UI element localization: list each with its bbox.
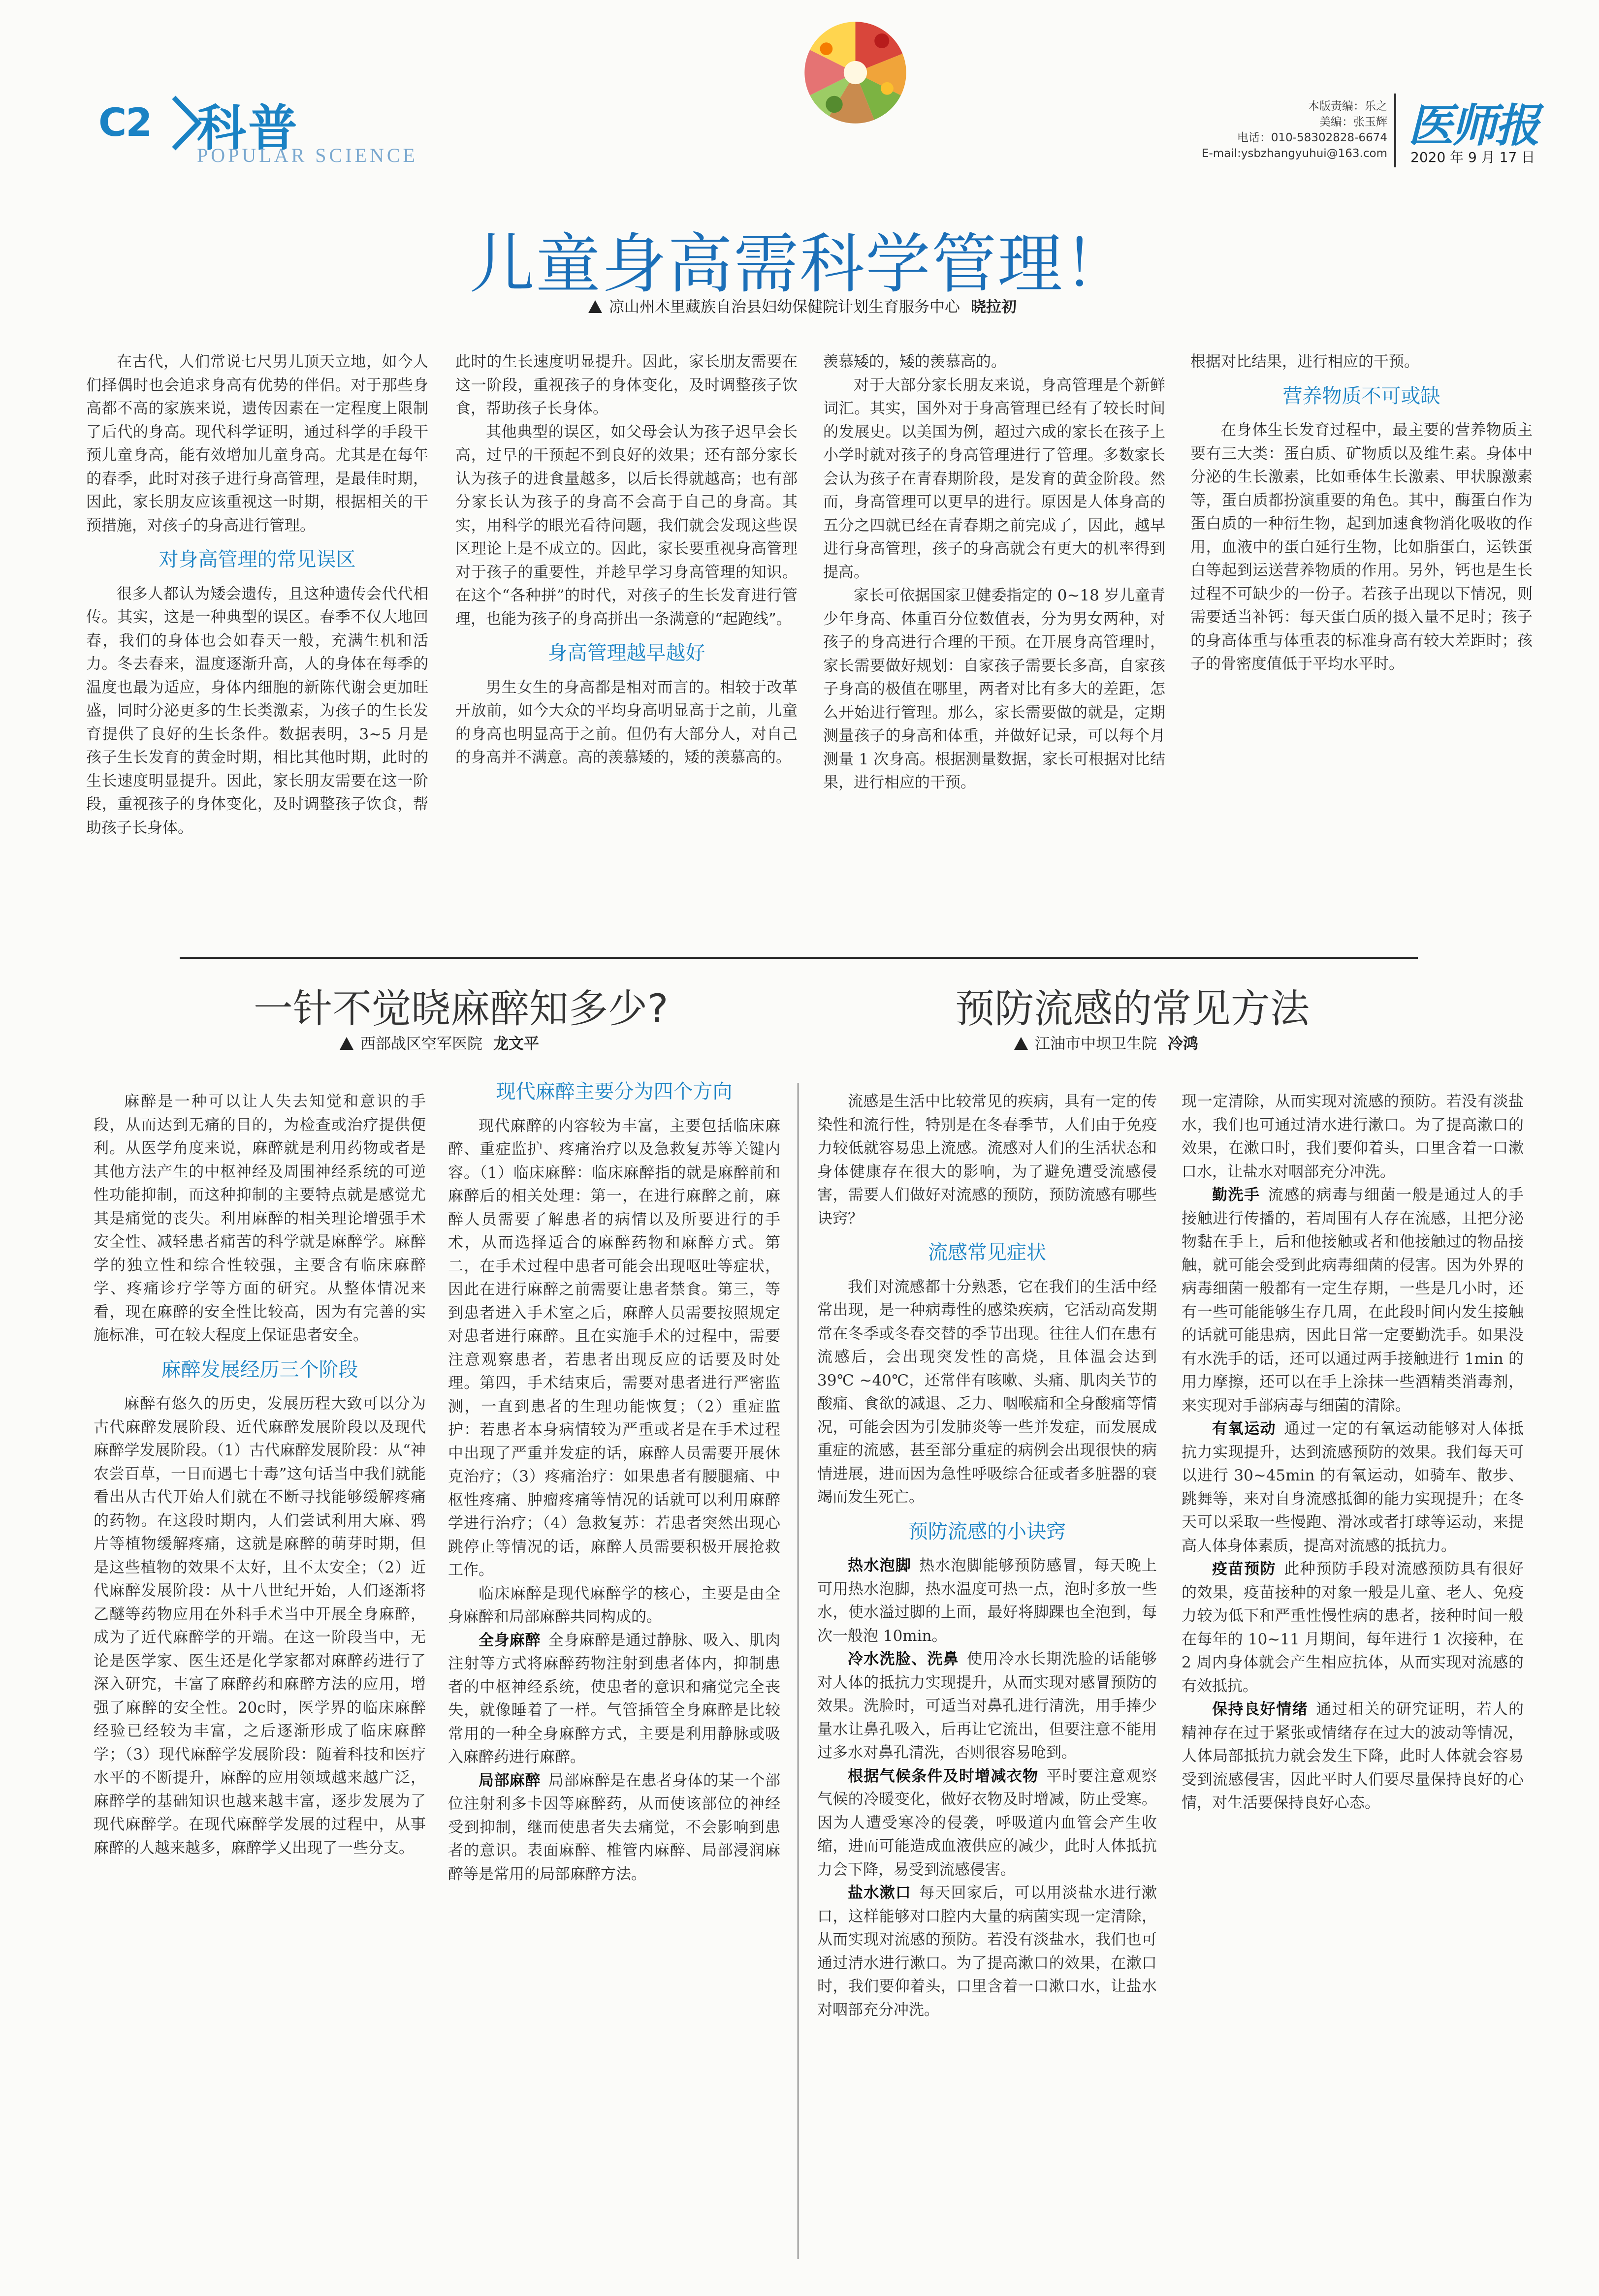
article2-column-2 — [448, 1080, 780, 2257]
page-number: C2 — [98, 101, 152, 145]
section-divider — [180, 957, 1418, 959]
lead-term: 热水泡脚 — [848, 1557, 912, 1574]
article1-column-2 — [455, 350, 798, 939]
byline-org: 江油市中坝卫生院 — [1035, 1035, 1157, 1053]
paragraph: 很多人都认为矮会遗传，且这种遗传会代代相传。其实，这是一种典型的误区。春季不仅大地回春，我们的身体也会如春天一般，充满生机和活力。冬去春来，温度逐渐升高，人的身体在每季的温度也最为适应，身体内细胞的新陈代谢会更加旺盛，同时分泌更多的生长类激素，为孩子的生长发育提供了良好的生长条件。数据表明，3~5 月是孩子生长发育的黄金时期，相比其他时期，此时的生长速度明显提升。因此，家长朋友需要在这一阶段，重视孩子的身体变化，及时调整孩子饮食，帮助孩子长身体。 — [86, 585, 428, 837]
paragraph: 羡慕矮的，矮的羡慕高的。 — [823, 353, 1006, 371]
paragraph: 在古代，人们常说七尺男儿顶天立地，如今人们择偶时也会追求身高有优势的伴侣。对于那些身高都不高的家族来说，遗传因素在一定程度上限制了后代的身高。现代科学证明，通过科学的手段干预儿童身高，能有效增加儿童身高。尤其是在每年的春季，此时对孩子进行身高管理，是最佳时期，因此，家长朋友应该重视这一时期，根据相关的干预措施，对孩子的身高进行管理。 — [86, 353, 428, 535]
subheading: 营养物质不可或缺 — [1282, 384, 1440, 408]
designer-name: 美编：张玉辉 — [1319, 116, 1387, 128]
paragraph: 我们对流感都十分熟悉，它在我们的生活中经常出现，是一种病毒性的感染疾病，它活动高发期常在冬季或冬春交替的季节出现。往往人们在患有流感后，会出现突发性的高烧，且体温会达到 39℃ ~40℃，还常伴有咳嗽、头痛、肌肉关节的酸痛、食欲的减退、乏力、咽喉痛和全身酸痛等情况，可能会因为引发肺炎等一些并发症，而发展成重症的流感，甚至部分重症的病例会出现很快的病情进展，进而因为急性呼吸综合征或者多脏器的衰竭而发生死亡。 — [817, 1278, 1157, 1506]
paragraph: 现一定清除，从而实现对流感的预防。若没有淡盐水，我们也可通过清水进行漱口。为了提高漱口的效果，在漱口时，我们要仰着头，口里含着一口漱口水，让盐水对咽部充分冲洗。 — [1182, 1093, 1524, 1181]
paragraph: 疫苗预防 此种预防手段对流感预防具有很好的效果，疫苗接种的对象一般是儿童、老人、免疫力较为低下和严重性慢性病的患者，接种时间一般在每年的 10~11 月期间，每年进行 1 次接种，在 2 周内身体就会产生相应抗体，从而实现对流感的有效抵抗。 — [1182, 1560, 1524, 1695]
triangle-byline-icon — [588, 300, 602, 313]
paragraph: 麻醉有悠久的历史，发展历程大致可以分为古代麻醉发展阶段、近代麻醉发展阶段以及现代麻醉学发展阶段。（1）古代麻醉发展阶段：从“神农尝百草，一日而遇七十毒”这句话当中我们就能看出从古代开始人们就在不断寻找能够缓解疼痛的药物。在这段时期内，人们尝试利用大麻、鸦片等植物缓解疼痛，这就是麻醉的萌芽时期，但是这些植物的效果不太好，且不太安全；（2）近代麻醉发展阶段：从十八世纪开始，人们逐渐将乙醚等药物应用在外科手术当中开展全身麻醉，成为了近代麻醉学的开端。在这一阶段当中，无论是医学家、医生还是化学家都对麻醉药进行了深入研究，丰富了麻醉药和麻醉方法的应用，增强了麻醉的安全性。20c时，医学界的临床麻醉经验已经较为丰富，之后逐渐形成了临床麻醉学；（3）现代麻醉学发展阶段：随着科技和医疗水平的不断提升，麻醉的应用领域越来越广泛，麻醉学的基础知识也越来越丰富，逐步发展为了现代麻醉学。在现代麻醉学发展的过程中，从事麻醉的人越来越多，麻醉学又出现了一些分支。 — [94, 1395, 426, 1857]
article2-byline — [340, 1031, 539, 1053]
paragraph: 流感是生活中比较常见的疾病，具有一定的传染性和流行性，特别是在冬春季节，人们由于免疫力较低就容易患上流感。流感对人们的生活状态和身体健康存在很大的影响，为了避免遭受流感侵害，需要人们做好对流感的预防，预防流感有哪些诀窍？ — [817, 1093, 1157, 1227]
article3-column-1 — [817, 1090, 1157, 2257]
article3-byline — [1014, 1031, 1198, 1053]
triangle-byline-icon — [340, 1037, 353, 1050]
issue-date: 2020 年 9 月 17 日 — [1410, 149, 1535, 165]
lead-term: 盐水漱口 — [848, 1884, 912, 1902]
subheading: 麻醉发展经历三个阶段 — [161, 1358, 358, 1381]
paragraph: 家长可依据国家卫健委指定的 0~18 岁儿童青少年身高、体重百分位数值表，分为男女两种，对孩子的身高进行合理的干预。在开展身高管理时，家长需要做好规划：自家孩子需要长多高，自家孩子身高的极值在哪里，两者对比有多大的差距，怎么开始进行管理。那么，家长需要做的就是，定期测量孩子的身高和体重，并做好记录，可以每个月测量 1 次身高。根据测量数据，家长可根据对比结果，进行相应的干预。 — [823, 587, 1165, 791]
article1-column-4 — [1190, 350, 1533, 939]
paragraph: 冷水洗脸、洗鼻 使用冷水长期洗脸的话能够对人体的抵抗力实现提升，从而实现对感冒预防的效果。洗脸时，可适当对鼻孔进行清洗，用手捧少量水让鼻孔吸入，后再让它流出，但要注意不能用过多水对鼻孔清洗，否则很容易呛到。 — [817, 1650, 1157, 1761]
paragraph: 对于大部分家长朋友来说，身高管理是个新鲜词汇。其实，国外对于身高管理已经有了较长时间的发展史。以美国为例，超过六成的家长在孩子上小学时就对孩子的身高管理进行了管理。多数家长会认为孩子在青春期阶段，是发育的黄金阶段。然而，身高管理可以更早的进行。原因是人体身高的五分之四就已经在青春期之前完成了，因此，越早进行身高管理，孩子的身高就会有更大的机率得到提高。 — [823, 376, 1165, 581]
paragraph: 其他典型的误区，如父母会认为孩子迟早会长高，过早的干预起不到良好的效果；还有部分家长认为孩子的进食量越多，以后长得就越高；也有部分家长认为孩子的身高不会高于自己的身高。其实，用科学的眼光看待问题，我们就会发现这些误区理论上是不成立的。因此，家长要重视身高管理对于孩子的重要性，并趁早学习身高管理的知识。在这个“各种拼”的时代，对孩子的生长发育进行管理，也能为孩子的身高拼出一条满意的“起跑线”。 — [455, 423, 798, 628]
subheading: 现代麻醉主要分为四个方向 — [496, 1080, 733, 1103]
lead-term: 局部麻醉 — [479, 1771, 541, 1790]
byline-author: 冷鸿 — [1168, 1035, 1198, 1053]
paragraph: 临床麻醉是现代麻醉学的核心，主要是由全身麻醉和局部麻醉共同构成的。 — [448, 1584, 780, 1626]
contact-email: E-mail:ysbzhangyuhui@163.com — [1201, 147, 1387, 160]
subheading: 预防流感的小诀窍 — [908, 1520, 1066, 1543]
editor-info — [1202, 98, 1387, 161]
article1-title: 儿童身高需科学管理！ — [470, 226, 1129, 302]
paragraph: 热水泡脚 热水泡脚能够预防感冒，每天晚上可用热水泡脚，热水温度可热一点，泡时多放一些水，使水溢过脚的上面，最好将脚踝也全泡到，每次一般泡 10min。 — [817, 1557, 1157, 1645]
column-divider — [798, 1083, 799, 2259]
paragraph: 勤洗手 流感的病毒与细菌一般是通过人的手接触进行传播的，若周围有人存在流感，且把分泌物黏在手上，后和他接触或者和他接触过的物品接触，就可能会受到此病毒细菌的侵害。因为外界的病毒细菌一般都有一定生存期，一些是几小时，还有一些可能能够生存几周，在此段时间内发生接触的话就可能患病，因此日常一定要勤洗手。如果没有水洗手的话，还可以通过两手接触进行 1min 的用力摩擦，还可以在手上涂抹一些酒精类消毒剂，来实现对手部病毒与细菌的清除。 — [1182, 1186, 1524, 1415]
article2-column-1 — [94, 1090, 426, 2257]
lead-term: 疫苗预防 — [1212, 1560, 1277, 1578]
contact-phone: 电话：010-58302828-6674 — [1237, 131, 1387, 144]
section-title-en: POPULAR SCIENCE — [197, 144, 418, 166]
byline-author: 晓拉初 — [971, 298, 1017, 316]
article2-title: 一针不觉晓麻醉知多少? — [254, 986, 669, 1032]
subheading: 流感常见症状 — [928, 1241, 1046, 1264]
article1-column-1 — [86, 350, 428, 939]
paragraph: 根据对比结果，进行相应的干预。 — [1190, 353, 1419, 371]
food-collage-logo — [802, 20, 908, 126]
subheading: 对身高管理的常见误区 — [159, 548, 356, 571]
header-divider — [1394, 94, 1396, 167]
article3-title: 预防流感的常见方法 — [955, 986, 1310, 1032]
lead-term: 全身麻醉 — [479, 1631, 541, 1649]
byline-author: 龙文平 — [493, 1035, 539, 1053]
editor-name: 本版责编：乐之 — [1308, 100, 1387, 113]
triangle-byline-icon — [1014, 1037, 1028, 1050]
lead-term: 根据气候条件及时增减衣物 — [848, 1767, 1039, 1785]
newspaper-brand: 医师报 — [1408, 99, 1538, 152]
article1-column-3 — [823, 350, 1165, 939]
paragraph: 根据气候条件及时增减衣物 平时要注意观察气候的冷暖变化，做好衣物及时增减，防止受寒。因为人遭受寒冷的侵袭，呼吸道内血管会产生收缩，进而可能造成血液供应的减少，此时人体抵抗力会下降，易受到流感侵害。 — [817, 1767, 1157, 1879]
paragraph: 全身麻醉 全身麻醉是通过静脉、吸入、肌肉注射等方式将麻醉药物注射到患者体内，抑制患者的中枢神经系统，使患者的意识和痛觉完全丧失，就像睡着了一样。气管插管全身麻醉是比较常用的一种全身麻醉方式，主要是利用静脉或吸入麻醉药进行麻醉。 — [448, 1631, 780, 1766]
lead-term: 勤洗手 — [1212, 1186, 1260, 1204]
paragraph: 麻醉是一种可以让人失去知觉和意识的手段，从而达到无痛的目的，为检查或治疗提供便利。从医学角度来说，麻醉就是利用药物或者是其他方法产生的中枢神经及周围神经系统的可逆性功能抑制，而这种抑制的主要特点就是感觉尤其是痛觉的丧失。利用麻醉的相关理论增强手术安全性、减轻患者痛苦的科学就是麻醉学。麻醉学的独立性和综合性较强，主要含有临床麻醉学、疼痛诊疗学等方面的研究。从整体情况来看，现在麻醉的安全性比较高，因为有完善的实施标准，可在较大程度上保证患者安全。 — [94, 1093, 426, 1344]
article1-byline — [588, 294, 1017, 316]
paragraph: 男生女生的身高都是相对而言的。相较于改革开放前，如今大众的平均身高明显高于之前，儿童的身高也明显高于之前。但仍有大部分人，对自己的身高并不满意。高的羡慕矮的，矮的羡慕高的。 — [455, 678, 798, 766]
subheading: 身高管理越早越好 — [547, 642, 705, 664]
lead-term: 有氧运动 — [1212, 1420, 1277, 1438]
section-title: 科普 — [197, 99, 299, 157]
paragraph: 有氧运动 通过一定的有氧运动能够对人体抵抗力实现提升，达到流感预防的效果。我们每天可以进行 30~45min 的有氧运动，如骑车、散步、跳舞等，来对自身流感抵御的能力实现提升；在冬天可以采取一些慢跑、滑冰或者打球等运动，来提高人体身体素质，提高对流感的抵抗力。 — [1182, 1420, 1524, 1555]
paragraph: 局部麻醉 局部麻醉是在患者身体的某一个部位注射利多卡因等麻醉药，从而使该部位的神经受到抑制，继而使患者失去痛觉，不会影响到患者的意识。表面麻醉、椎管内麻醉、局部浸润麻醉等是常用的局部麻醉方法。 — [448, 1771, 780, 1883]
paragraph: 此时的生长速度明显提升。因此，家长朋友需要在这一阶段，重视孩子的身体变化，及时调整孩子饮食，帮助孩子长身体。 — [455, 353, 798, 417]
paragraph: 现代麻醉的内容较为丰富，主要包括临床麻醉、重症监护、疼痛治疗以及急救复苏等关键内容。（1）临床麻醉：临床麻醉指的就是麻醉前和麻醉后的相关处理：第一，在进行麻醉之前，麻醉人员需要了解患者的病情以及所要进行的手术，从而选择适合的麻醉药物和麻醉方式。第二，在手术过程中患者可能会出现呕吐等症状，因此在进行麻醉之前需要让患者禁食。第三，等到患者进入手术室之后，麻醉人员需要按照规定对患者进行麻醉。且在实施手术的过程中，需要注意观察患者，若患者出现反应的话要及时处理。第四，手术结束后，需要对患者进行严密监测，一直到患者的生理功能恢复；（2）重症监护：若患者本身病情较为严重或者是在手术过程中出现了严重并发症的话，麻醉人员需要开展休克治疗；（3）疼痛治疗：如果患者有腰腿痛、中枢性疼痛、肿瘤疼痛等情况的话就可以利用麻醉学进行治疗；（4）急救复苏：若患者突然出现心跳停止等情况的话，麻醉人员需要积极开展抢救工作。 — [448, 1117, 780, 1579]
byline-org: 西部战区空军医院 — [360, 1035, 482, 1053]
paragraph: 盐水漱口 每天回家后，可以用淡盐水进行漱口，这样能够对口腔内大量的病菌实现一定清除，从而实现对流感的预防。若没有淡盐水，我们也可通过清水进行漱口。为了提高漱口的效果，在漱口时，我们要仰着头，口里含着一口漱口水，让盐水对咽部充分冲洗。 — [817, 1884, 1157, 2019]
article3-column-2 — [1182, 1090, 1524, 2257]
paragraph: 在身体生长发育过程中，最主要的营养物质主要有三大类：蛋白质、矿物质以及维生素。身体中分泌的生长激素，比如垂体生长激素、甲状腺激素等，蛋白质都扮演重要的角色。其中，酶蛋白作为蛋白质的一种衍生物，起到加速食物消化吸收的作用，血液中的蛋白延行生物，比如脂蛋白，运铁蛋白等起到运送营养物质的作用。另外，钙也是生长过程不可缺少的一份子。若孩子出现以下情况，则需要适当补钙：每天蛋白质的摄入量不足时；孩子的身高体重与体重表的标准身高有较大差距时；孩子的骨密度值低于平均水平时。 — [1190, 421, 1533, 673]
byline-org: 凉山州木里藏族自治县妇幼保健院计划生育服务中心 — [609, 298, 960, 316]
lead-term: 保持良好情绪 — [1212, 1700, 1309, 1718]
lead-term: 冷水洗脸、洗鼻 — [848, 1650, 959, 1668]
paragraph: 保持良好情绪 通过相关的研究证明，若人的精神存在过于紧张或情绪存在过大的波动等情况，人体局部抵抗力就会发生下降，此时人体就会容易受到流感侵害，因此平时人们要尽量保持良好的心情，对生活要保持良好心态。 — [1182, 1700, 1524, 1812]
